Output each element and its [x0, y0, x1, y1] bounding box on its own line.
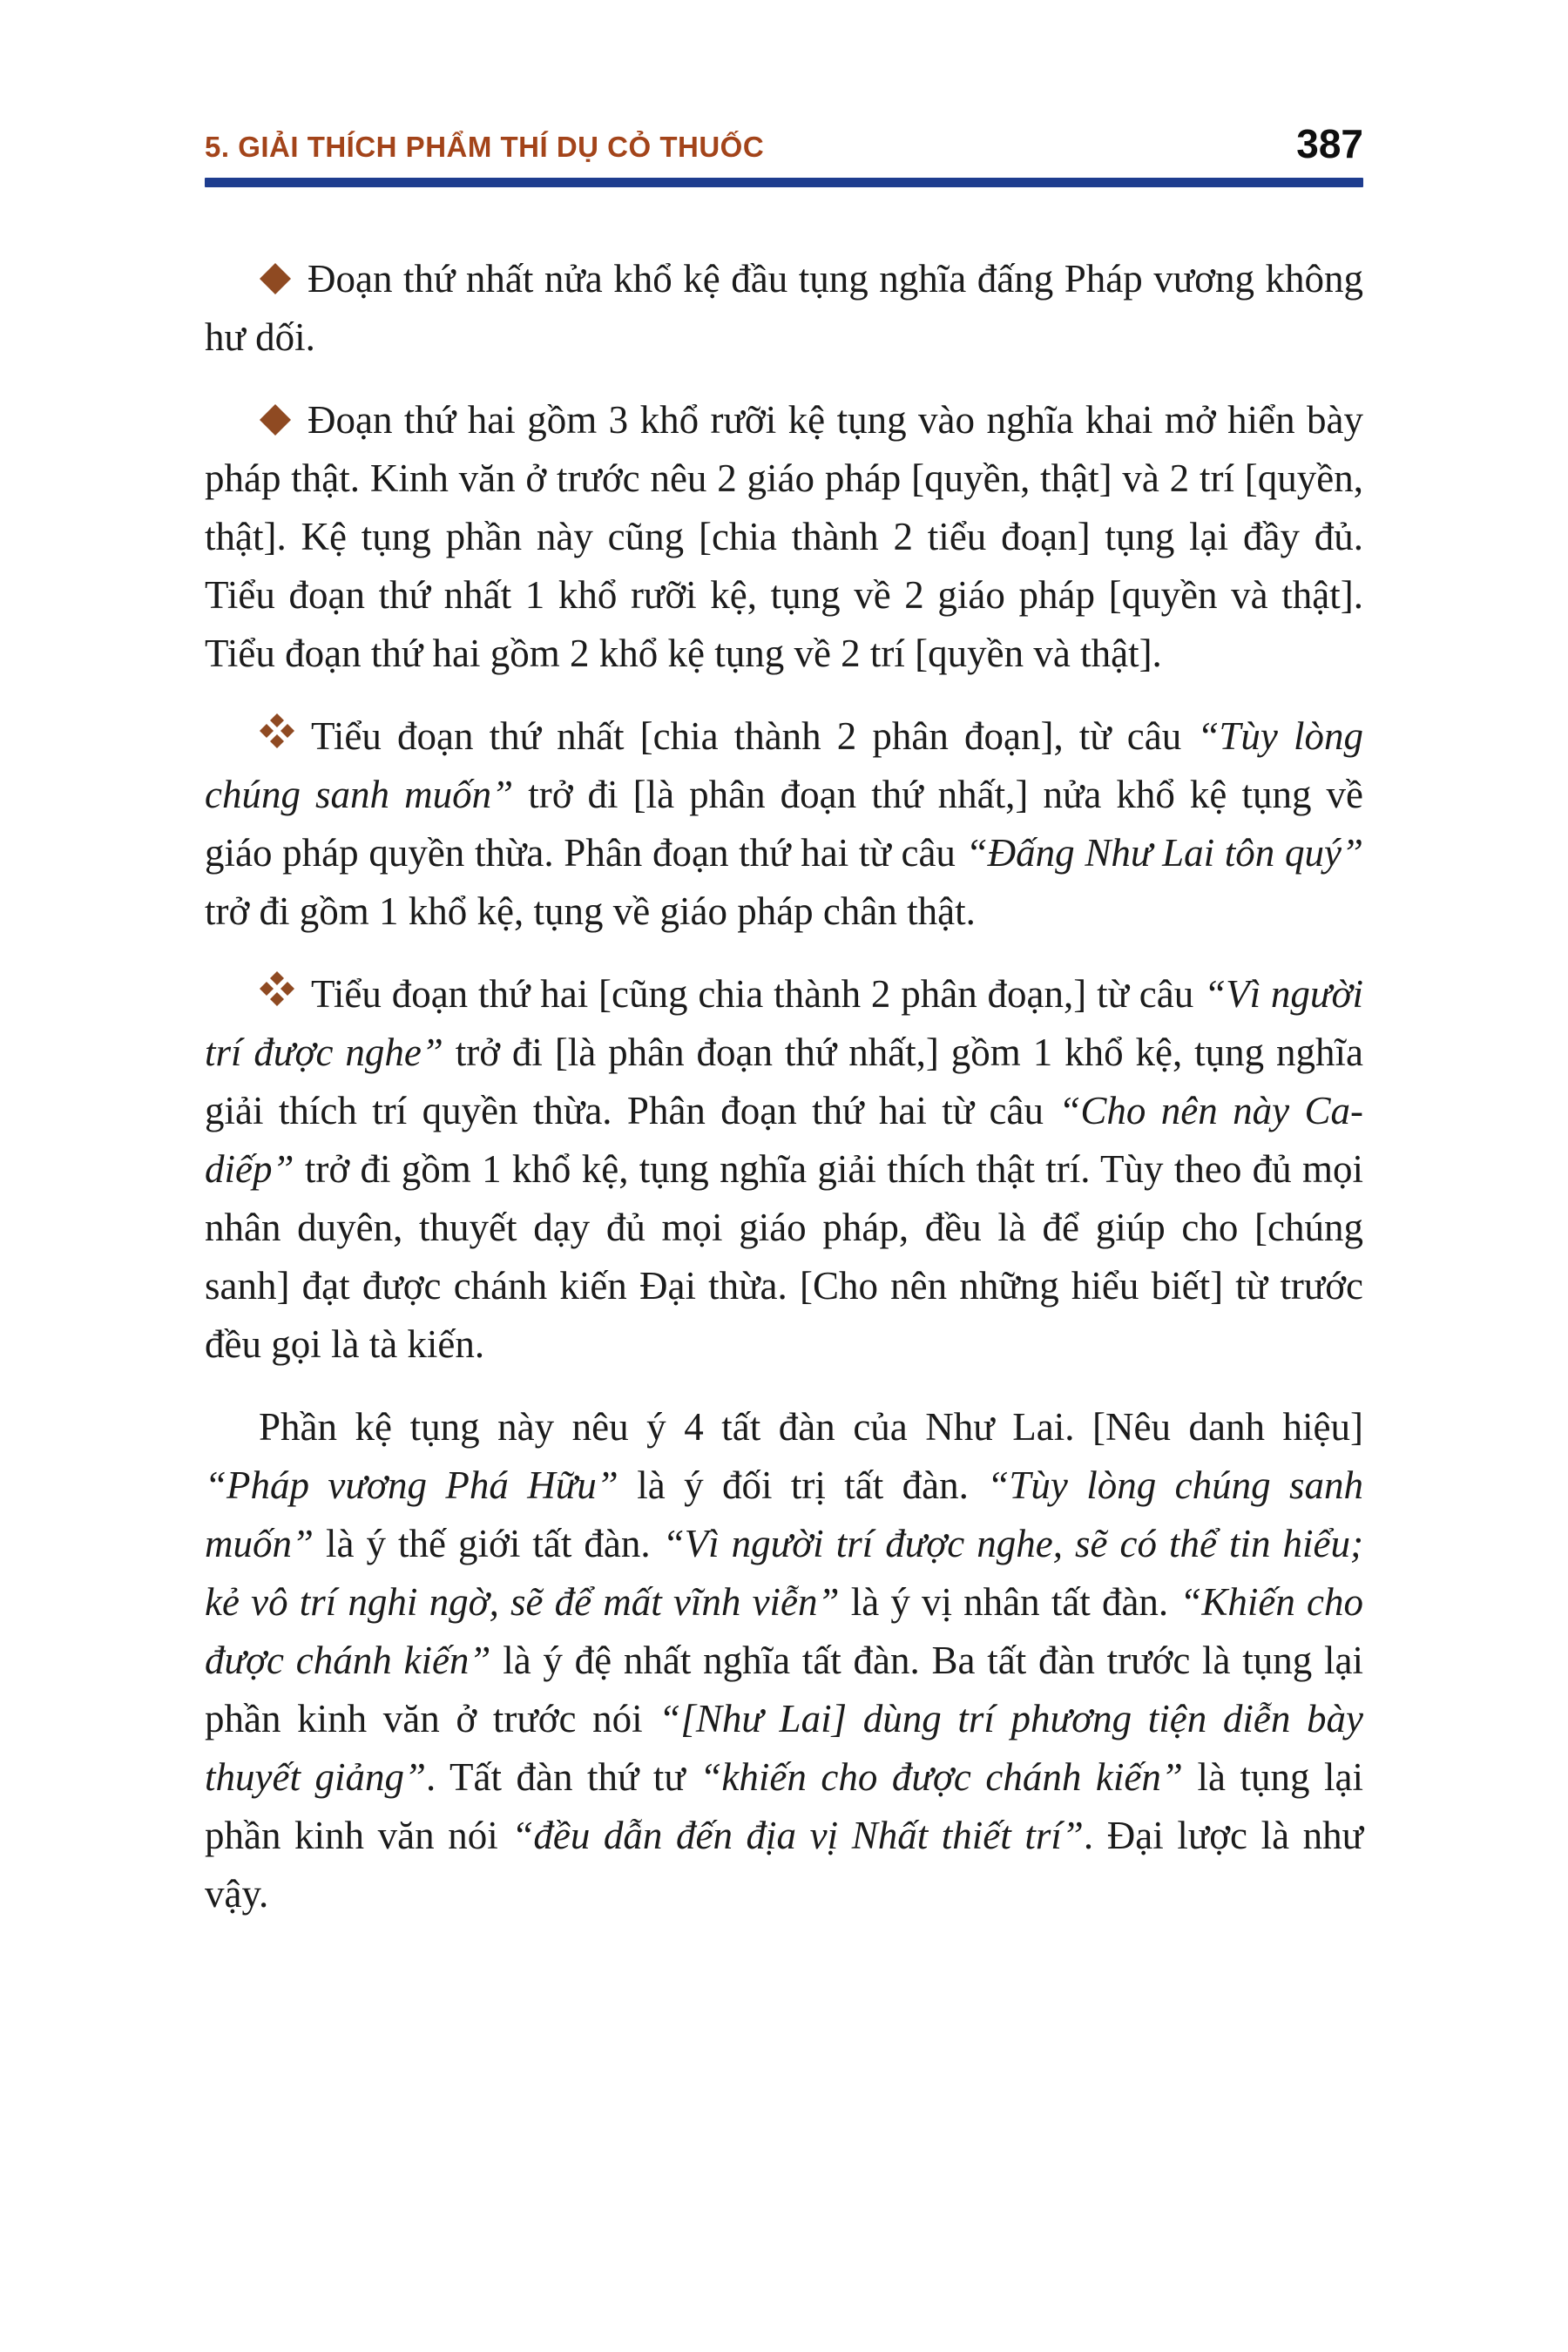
- text-run: là ý đối trị tất đàn.: [618, 1463, 988, 1507]
- text-run: . Tất đàn thứ tư: [426, 1755, 700, 1799]
- text-run: Phần kệ tụng này nêu ý 4 tất đàn của Như Lai. [Nêu danh hiệu]: [259, 1405, 1363, 1449]
- text-run: là ý đệ nhất nghĩa tất đàn. Ba tất đàn trước là tụng lại phần kinh văn ở trước nói: [205, 1639, 1363, 1740]
- text-run: là tụng lại phần kinh văn nói: [205, 1755, 1363, 1857]
- text-run: trở đi [là phân đoạn thứ nhất,] gồm 1 khổ kệ, tụng nghĩa giải thích trí quyền thừa. Phân đoạn thứ hai từ câu: [205, 1031, 1363, 1132]
- header-rule: [205, 178, 1363, 187]
- text-run: là ý vị nhân tất đàn.: [839, 1580, 1180, 1624]
- page-header: [205, 121, 1363, 166]
- text-run: Đoạn thứ hai gồm 3 khổ rưỡi kệ tụng vào nghĩa khai mở hiển bày pháp thật. Kinh văn ở trước nêu 2 giáo pháp [quyền, thật] và 2 trí [quyền, thật]. Kệ tụng phần này cũng [chia thành 2 tiểu đoạn] tụng lại đầy đủ. Tiểu đoạn thứ nhất 1 khổ rưỡi kệ, tụng về 2 giáo pháp [quyền và thật]. Tiểu đoạn thứ hai gồm 2 khổ kệ tụng về 2 trí [quyền và thật].: [205, 398, 1363, 675]
- quoted-phrase: “Cho nên này Ca-diếp”: [205, 1089, 1363, 1191]
- body-text: [205, 250, 1363, 1923]
- text-run: Đoạn thứ nhất nửa khổ kệ đầu tụng nghĩa đấng Pháp vương không hư dối.: [205, 257, 1363, 359]
- quoted-phrase: “Tùy lòng chúng sanh muốn”: [205, 714, 1363, 816]
- text-run: Tiểu đoạn thứ nhất [chia thành 2 phân đoạn], từ câu: [311, 714, 1198, 758]
- diamond-bullet-icon: [259, 403, 292, 436]
- quoted-phrase: “Pháp vương Phá Hữu”: [205, 1463, 618, 1507]
- quoted-phrase: “đều dẫn đến địa vị Nhất thiết trí”: [511, 1814, 1084, 1857]
- running-title: 5. GIẢI THÍCH PHẨM THÍ DỤ CỎ THUỐC: [205, 131, 765, 163]
- paragraph: [205, 250, 1363, 367]
- quoted-phrase: “khiến cho được chánh kiến”: [700, 1755, 1183, 1799]
- paragraph: [205, 1398, 1363, 1923]
- text-run: là ý thế giới tất đàn.: [314, 1522, 663, 1565]
- diamond-bullet-icon: [259, 262, 292, 295]
- text-run: Tiểu đoạn thứ hai [cũng chia thành 2 phân đoạn,] từ câu: [311, 972, 1205, 1016]
- four-diamond-bullet-icon: [259, 713, 295, 753]
- paragraph: [205, 391, 1363, 683]
- quoted-phrase: “Đấng Như Lai tôn quý”: [965, 831, 1363, 875]
- page-number: 387: [1296, 121, 1363, 166]
- text-run: trở đi gồm 1 khổ kệ, tụng nghĩa giải thích thật trí. Tùy theo đủ mọi nhân duyên, thuyết dạy đủ mọi giáo pháp, đều là để giúp cho [chúng sanh] đạt được chánh kiến Đại thừa. [Cho nên những hiểu biết] từ trước đều gọi là tà kiến.: [205, 1147, 1363, 1366]
- quoted-phrase: “Vì người trí được nghe, sẽ có thể tin hiểu; kẻ vô trí nghi ngờ, sẽ để mất vĩnh viễn”: [205, 1522, 1363, 1624]
- quoted-phrase: “Vì người trí được nghe”: [205, 972, 1363, 1074]
- quoted-phrase: “Khiến cho được chánh kiến”: [205, 1580, 1363, 1682]
- paragraph: [205, 707, 1363, 941]
- text-run: . Đại lược là như vậy.: [205, 1814, 1364, 1916]
- text-run: trở đi [là phân đoạn thứ nhất,] nửa khổ kệ tụng về giáo pháp quyền thừa. Phân đoạn thứ hai từ câu: [205, 773, 1363, 875]
- text-run: trở đi gồm 1 khổ kệ, tụng về giáo pháp chân thật.: [205, 889, 976, 933]
- four-diamond-bullet-icon: [259, 970, 295, 1010]
- paragraph: [205, 965, 1363, 1374]
- quoted-phrase: “[Như Lai] dùng trí phương tiện diễn bày thuyết giảng”: [205, 1697, 1363, 1799]
- quoted-phrase: “Tùy lòng chúng sanh muốn”: [205, 1463, 1364, 1565]
